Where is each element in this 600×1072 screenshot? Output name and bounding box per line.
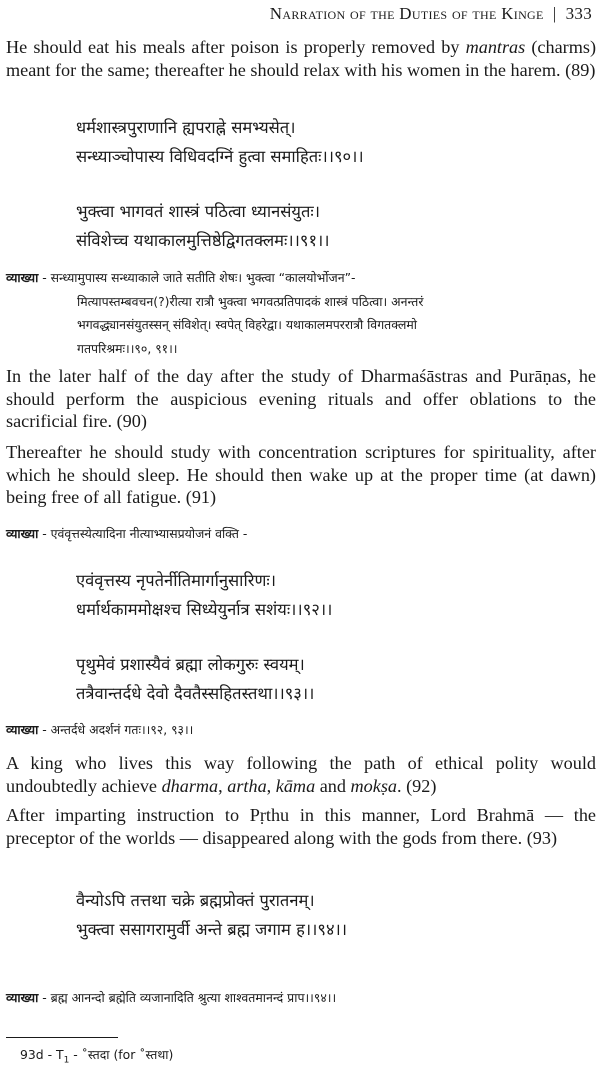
commentary-text: - अन्तर्दधे अदर्शनं गतः।।९२, ९३।।	[38, 722, 194, 737]
page-number: 333	[565, 4, 592, 23]
header-word: Kinge	[501, 4, 544, 23]
verse-line: भुक्त्वा ससागरामुर्वी अन्ते ब्रह्म जगाम ह।।९४।।	[76, 920, 348, 939]
text-run: (charms) meant for the same; thereafter he should relax with his women in the harem. (89)	[6, 37, 597, 80]
commentary-94	[6, 986, 596, 1010]
verse-93	[76, 650, 596, 708]
header-word: of the	[350, 4, 395, 23]
commentary-label: व्याख्या	[6, 526, 39, 541]
commentary-line	[6, 266, 596, 290]
commentary-line: गतपरिश्रमः।।९०, ९१।।	[77, 340, 178, 356]
commentary-92-93	[6, 718, 596, 742]
text-run: ,	[218, 775, 228, 796]
header-word: Narration	[269, 4, 346, 23]
italic-term: dharma	[161, 775, 219, 796]
header-word: Duties	[399, 4, 448, 23]
italic-term: artha	[227, 775, 267, 796]
verse-90	[76, 113, 596, 171]
running-header	[76, 4, 592, 24]
verse-91	[76, 197, 596, 255]
commentary-line: मित्यापस्तम्बवचन(?)रीत्या रात्रौ भुक्त्वा भगवत्प्रतिपादकं शास्त्रं पठित्वा। अनन्तरं	[77, 293, 424, 309]
verse-line: एवंवृत्तस्य नृपतेर्नीतिमार्गानुसारिणः।	[76, 571, 276, 590]
commentary-text: - सन्ध्यामुपास्य सन्ध्याकाले जाते सतीति शेषः। भुक्त्वा “कालयोर्भोजन”-	[38, 270, 356, 285]
footnote-ref: 93d - T	[20, 1047, 64, 1062]
commentary-line	[6, 986, 596, 1010]
verse-line: संविशेच्च यथाकालमुत्तिष्ठेद्विगतक्लमः।।९१।।	[76, 231, 330, 250]
footnote-text: - ˚स्तदा (for ˚स्तथा)	[69, 1047, 174, 1062]
commentary-line: भगवद्ध्यानसंयुतस्सन् संविशेत्। स्वपेत् विहरेद्वा। यथाकालमपररात्रौ विगतक्लमो	[77, 317, 418, 332]
commentary-text: - ब्रह्म आनन्दो ब्रह्मेति व्यजानादिति श्रुत्या शाश्वतमानन्दं प्राप।।९४।।	[38, 990, 337, 1005]
translation-paragraph-91: Thereafter he should study with concentration scriptures for spirituality, after which he should sleep. He should then wake up at the proper time (at dawn) being free of all fatigue. (91)	[6, 442, 596, 507]
text-run: ,	[266, 775, 276, 796]
verse-line: पृथुमेवं प्रशास्यैवं ब्रह्मा लोकगुरुः स्वयम्।	[76, 655, 305, 674]
commentary-label: व्याख्या	[6, 990, 39, 1005]
translation-paragraph-89	[6, 36, 596, 81]
header-separator: |	[552, 4, 557, 23]
commentary-intro-92	[6, 522, 596, 546]
verse-line: तत्रैवान्तर्दधे देवो दैवतैस्सहितस्तथा।।९३।।	[76, 684, 315, 703]
commentary-text: - एवंवृत्तस्येत्यादिना नीत्याभ्यासप्रयोजनं वक्ति -	[38, 526, 248, 541]
verse-line: सन्ध्याञ्चोपास्य विधिवदग्निं हुत्वा समाहितः।।९०।।	[76, 147, 364, 166]
text-run: . (92)	[397, 775, 437, 796]
verse-92	[76, 566, 596, 624]
footnote	[20, 1046, 173, 1065]
text-run: and	[315, 775, 351, 796]
translation-paragraph-92	[6, 752, 596, 797]
translation-paragraph-93: After imparting instruction to Pṛthu in this manner, Lord Brahmā — the preceptor of the worlds — disappeared along with the gods from there. (93)	[6, 805, 596, 848]
verse-line: धर्मशास्त्रपुराणानि ह्यपराह्ने समभ्यसेत्।	[76, 118, 296, 137]
commentary-90-91	[6, 266, 596, 360]
commentary-label: व्याख्या	[6, 722, 39, 737]
commentary-line	[6, 718, 596, 742]
footnote-divider	[6, 1037, 118, 1038]
footnote-subscript: 1	[63, 1055, 70, 1066]
verse-line: धर्मार्थकाममोक्षश्च सिध्येयुर्नात्र सशंयः।।९२।।	[76, 600, 333, 619]
translation-paragraph-90: In the later half of the day after the study of Dharmaśāstras and Purāṇas, he should perform the auspicious evening rituals and offer oblations to the sacrificial fire. (90)	[6, 366, 596, 431]
italic-term: kāma	[275, 775, 316, 796]
verse-line: भुक्त्वा भागवतं शास्त्रं पठित्वा ध्यानसंयुतः।	[76, 202, 320, 221]
italic-term: mantras	[465, 37, 526, 57]
text-run: A king who lives this way following the path of ethical polity would undoubtedly achieve	[6, 753, 596, 796]
italic-term: mokṣa	[350, 775, 398, 796]
verse-94	[76, 886, 596, 944]
verse-line: वैन्योऽपि तत्तथा चक्रे ब्रह्मप्रोक्तं पुरातनम्।	[76, 891, 315, 910]
commentary-line	[6, 522, 596, 546]
header-word: of the	[451, 4, 497, 23]
text-run: He should eat his meals after poison is properly removed by	[6, 37, 466, 57]
commentary-label: व्याख्या	[6, 270, 39, 285]
